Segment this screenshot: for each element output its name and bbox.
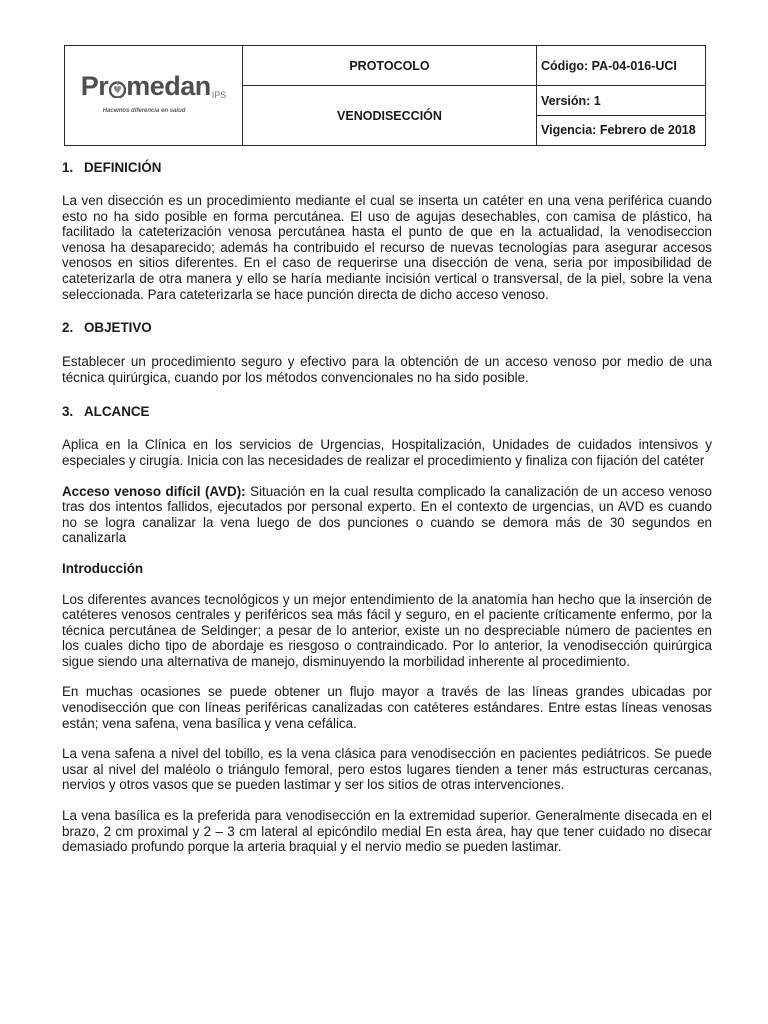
promedan-logo [81,72,227,114]
logo-cell [65,46,243,146]
section-title: ALCANCE [84,404,150,420]
introduccion-paragraph: Los diferentes avances tecnológicos y un mejor entendimiento de la anatomía han hecho que la inserción de catéteres venosos centrales y periféricos sea más fácil y seguro, en el paciente críticamente enfermo, por la técnica percutánea de Seldinger; a pesar de lo anterior, existe un no despreciable número de pacientes en los cuales dicho tipo de abordaje es riesgoso o contraindicado. Por lo anterior, la venodisección quirúrgica sigue siendo una alternativa de manejo, disminuyendo la morbilidad inherente al procedimiento. [62,591,712,669]
introduccion-paragraph: En muchas ocasiones se puede obtener un flujo mayor a través de las líneas grandes ubicadas por venodisección que con líneas periféricas canalizadas con catéteres estándares. Entre estas líneas venosas están; vena safena, vena basílica y vena cefálica. [62,684,712,731]
document-validity: Vigencia: Febrero de 2018 [537,115,706,145]
section-number: 3. [62,404,74,420]
logo-text-pr: Pr [80,71,109,101]
document-body [62,160,712,855]
section-title: DEFINICIÓN [84,160,162,175]
logo-tagline: Hacemos diferencia en salud [102,108,186,114]
introduccion-paragraph: La vena safena a nivel del tobillo, es la vena clásica para venodisección en pacientes pediátricos. Se puede usar al nivel del maléolo o triángulo femoral, pero estos lugares tienden a tener más estructuras cercanas, nervios y otros vasos que se pueden lastimar y ser los sitios de otras intervenciones. [62,746,712,793]
introduccion-heading: Introducción [62,560,144,576]
avd-text: Situación en la cual resulta complicado la canalización de un acceso venoso tras dos intentos fallidos, ejecutados por personal experto. En el contexto de urgencias, un AVD es cuando no se logra canalizar la vena luego de dos punciones o cuando se demora más de 30 segundos en canalizarla [62,483,712,546]
logo-heart-icon [109,78,126,98]
section-number: 1. [62,160,74,175]
avd-term: Acceso venoso difícil (AVD): [62,483,246,499]
definicion-paragraph: La ven disección es un procedimiento mediante el cual se inserta un catéter en una vena periférica cuando esto no ha sido posible en forma percutánea. El uso de agujas desechables, con camisa de plástico, ha facilitado la cateterización venosa percutánea hasta el punto de que en la actualidad, la venodiseccion venosa ha desaparecido; además ha contribuido el recurso de nuevas tecnologías para asegurar accesos venosos en sitios diferentes. En el caso de requerirse una disección de vena, seria por imposibilidad de cateterizarla de otra manera y ello se haría mediante incisión vertical o transversal, de la piel, sobre la vena seleccionada. Para cateterizarla se hace punción directa de dicho acceso venoso. [62,193,712,302]
logo-text-medan: medan [126,71,211,101]
document-version: Versión: 1 [537,86,706,115]
document-code: Código: PA-04-016-UCI [537,46,706,86]
alcance-paragraph: Aplica en la Clínica en los servicios de Urgencias, Hospitalización, Unidades de cuidados intensivos y especiales y cirugía. Inicia con las necesidades de realizar el procedimiento y finaliza con fijación del catéter [62,437,712,468]
section-heading-objetivo [62,320,712,336]
objetivo-paragraph: Establecer un procedimiento seguro y efectivo para la obtención de un acceso venoso por medio de una técnica quirúrgica, cuando por los métodos convencionales no ha sido posible. [62,354,712,385]
section-title: OBJETIVO [84,320,152,336]
avd-definition-paragraph [62,484,712,546]
protocol-label-cell: PROTOCOLO [243,46,537,86]
introduccion-paragraph: La vena basílica es la preferida para venodisección en la extremidad superior. Generalmente disecada en el brazo, 2 cm proximal y 2 – 3 cm lateral al epicóndilo medial En esta área, hay que tener cuidado no disecar demasiado profundo porque la arteria braquial y el nervio medio se pueden lastimar. [62,808,712,855]
document-title: VENODISECCIÓN [243,86,537,146]
section-heading-definicion [62,160,712,176]
section-heading-alcance [62,404,712,420]
logo-suffix: IPS [211,90,227,100]
document-header-table [64,45,706,146]
section-number: 2. [62,320,74,336]
